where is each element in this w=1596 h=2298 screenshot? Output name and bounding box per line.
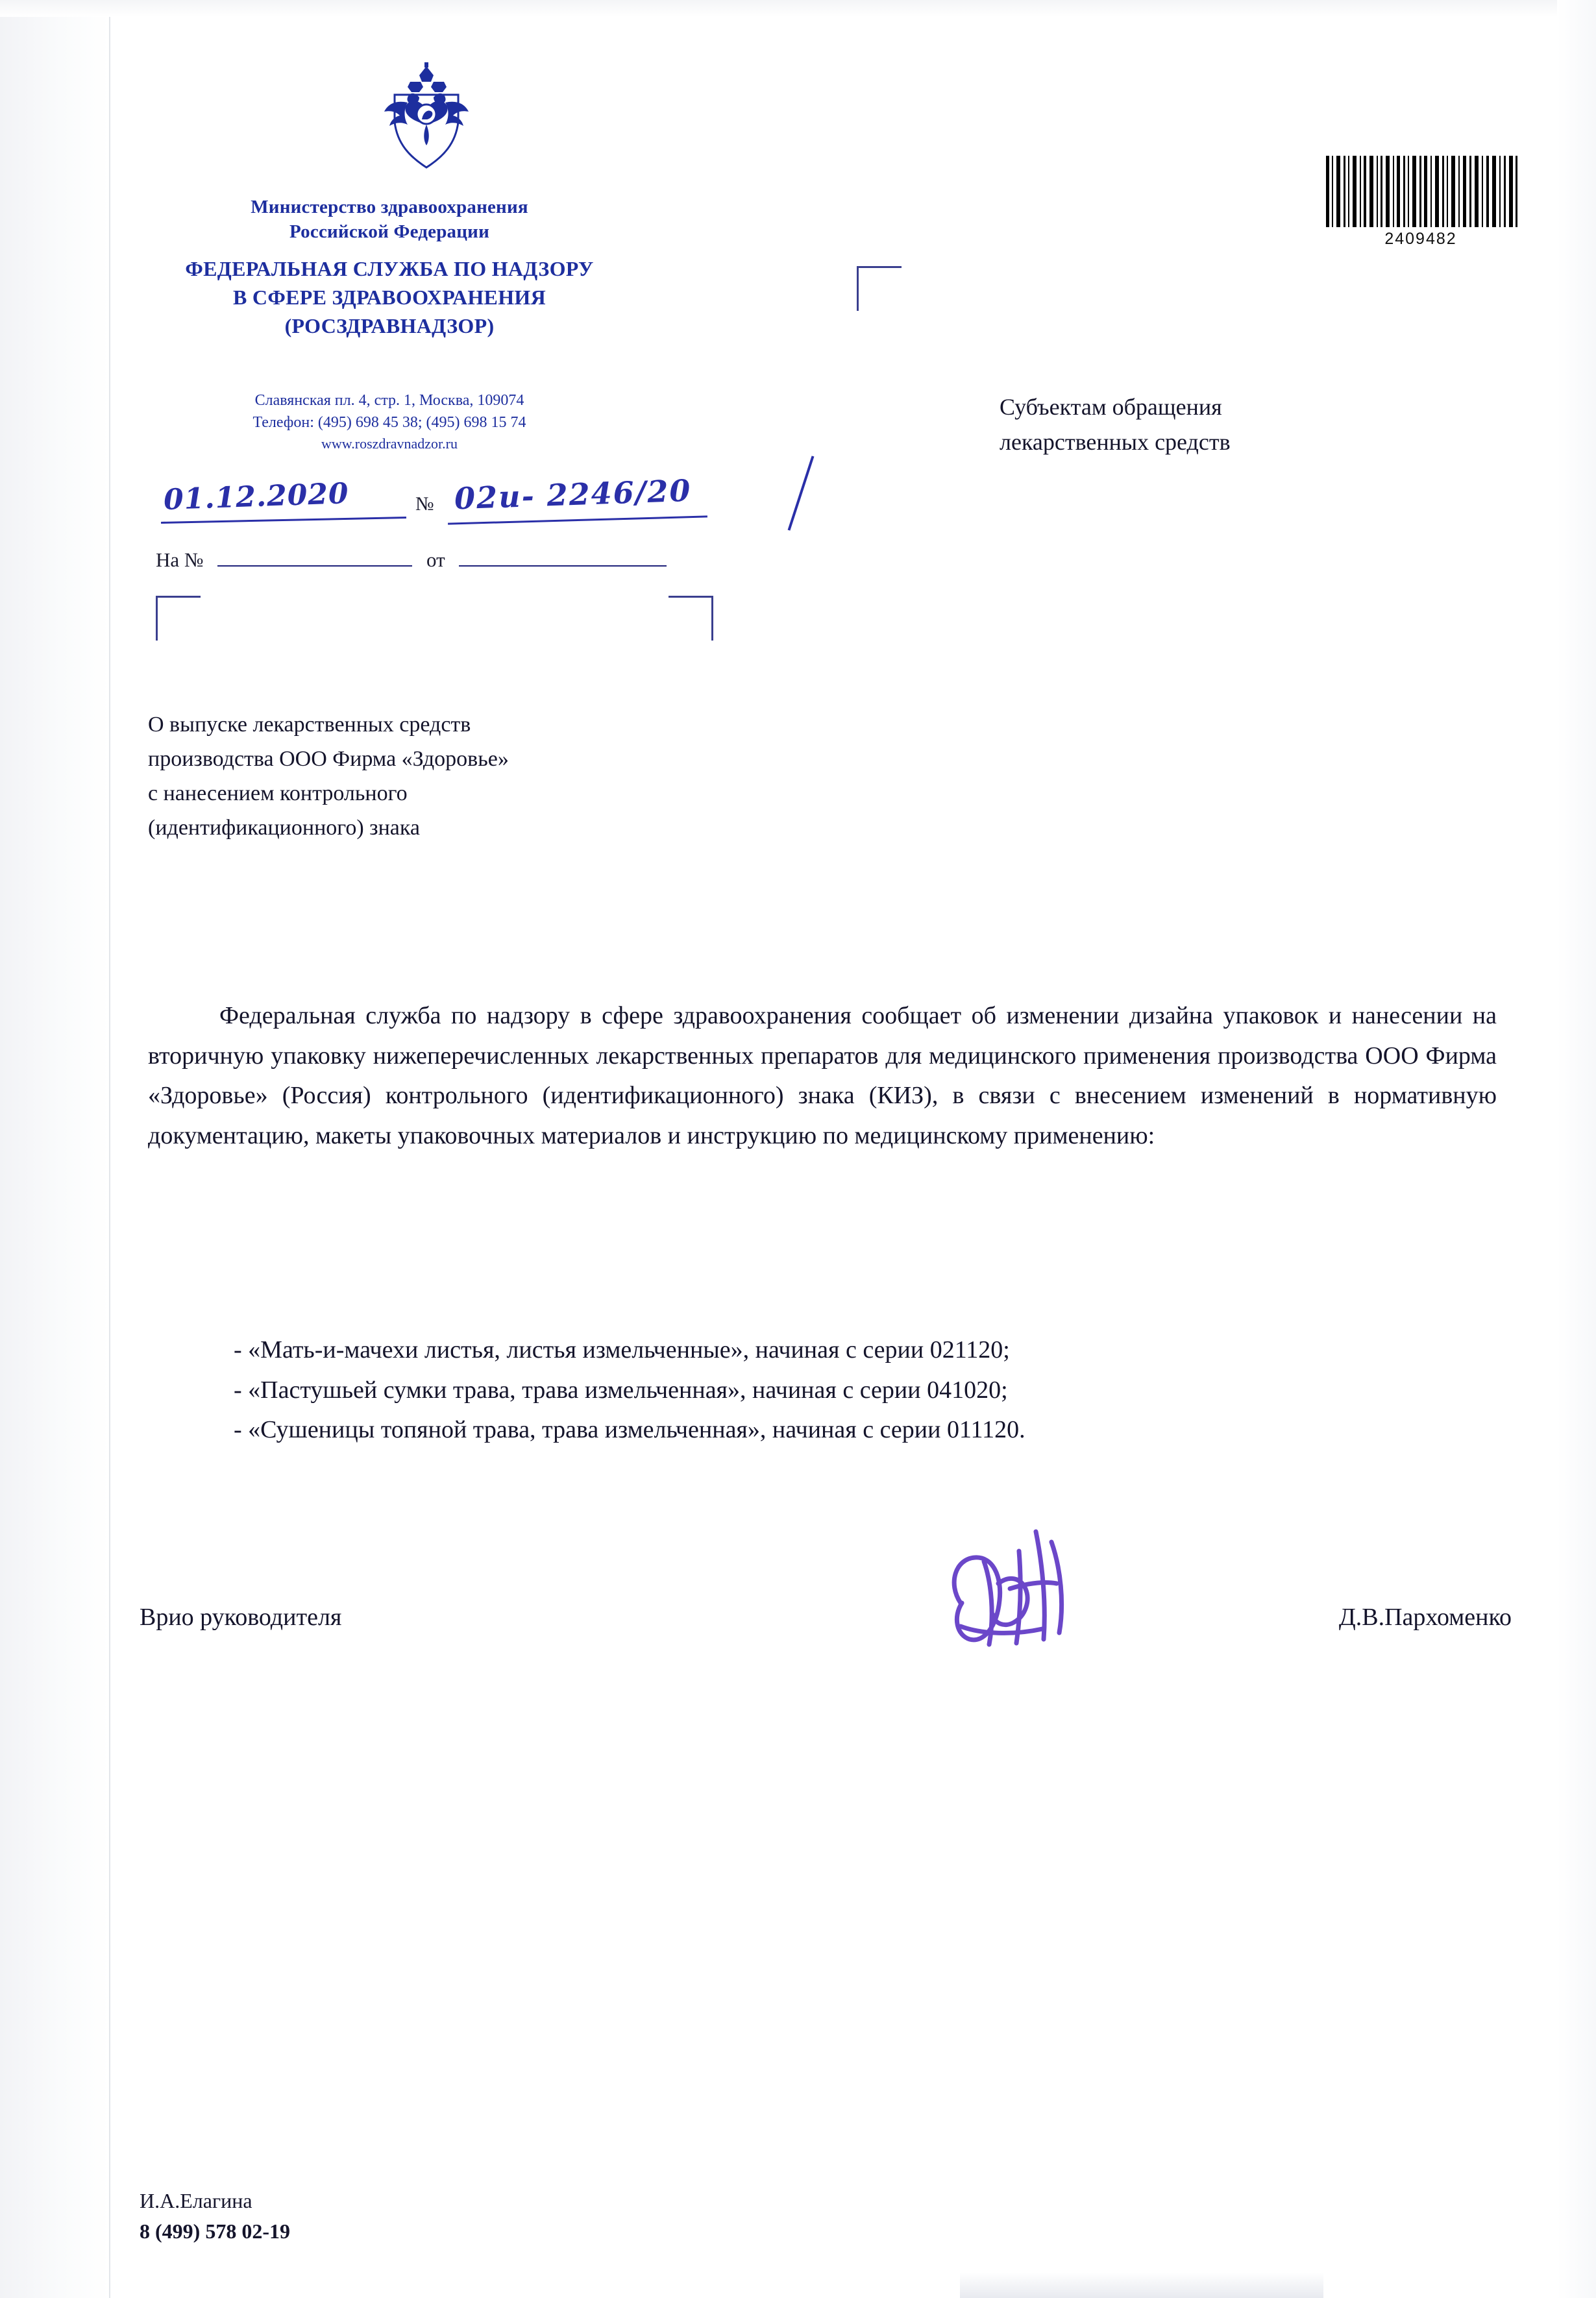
reply-from-label: от (426, 548, 445, 571)
barcode (1323, 156, 1518, 249)
scan-edge-shadow-right (1557, 0, 1596, 2298)
subject-line-4: (идентификационного) знака (148, 816, 420, 840)
scan-edge-shadow-top (0, 0, 1596, 17)
handwritten-signature (922, 1506, 1116, 1700)
executor-block (140, 2186, 290, 2246)
reply-date-line (459, 548, 667, 567)
postal-address: Славянская пл. 4, стр. 1, Москва, 109074 (254, 392, 524, 409)
list-item: - «Пастушьей сумки трава, трава измельченная», начиная с серии 041020; (234, 1376, 1008, 1404)
subject-line-1: О выпуске лекарственных средств (148, 713, 471, 737)
body-paragraph: Федеральная служба по надзору в сфере здравоохранения сообщает об изменении дизайна упаковок и нанесении на вторичную упаковку нижеперечисленных лекарственных препаратов для медицинского применения производства ООО Фирма «Здоровье» (Россия) контрольного (идентификационного) знака (КИЗ), в связи с внесением изменений в нормативную документацию, макеты упаковочных материалов и инструкцию по медицинскому применению: (148, 1002, 1497, 1149)
service-line-3: (РОСЗДРАВНАДЗОР) (284, 314, 495, 338)
list-item: - «Мать-и-мачехи листья, листья измельченные», начиная с серии 021120; (234, 1336, 1010, 1363)
barcode-bars (1323, 156, 1518, 227)
subject-line-2: производства ООО Фирма «Здоровье» (148, 747, 509, 772)
handwritten-number: 02и- 2246/20 (454, 472, 693, 517)
handwritten-stroke (788, 456, 815, 530)
bracket-top-left-upper (857, 266, 902, 311)
signer-name: Д.В.Пархоменко (1338, 1604, 1512, 1631)
date-underline (161, 517, 406, 524)
executor-name: И.А.Елагина (140, 2189, 252, 2213)
subject-block (148, 707, 797, 845)
reply-prefix-label: На № (156, 548, 204, 571)
ministry-heading (156, 195, 623, 245)
list-item: - «Сушеницы топяной трава, трава измельченная», начиная с серии 011120. (234, 1416, 1025, 1444)
reply-number-line (217, 548, 412, 567)
scan-edge-shadow-left (0, 0, 110, 2298)
reply-reference-row (156, 548, 676, 572)
handwritten-date: 01.12.2020 (163, 477, 350, 517)
addressee-line-2: лекарственных средств (1000, 429, 1231, 455)
contact-block (149, 389, 630, 454)
addressee-block (1000, 389, 1480, 459)
service-line-1: ФЕДЕРАЛЬНАЯ СЛУЖБА ПО НАДЗОРУ (185, 257, 594, 280)
product-list (234, 1330, 1506, 1450)
scan-edge-line (109, 0, 110, 2298)
addressee-line-1: Субъектам обращения (1000, 394, 1222, 420)
signer-title: Врио руководителя (140, 1604, 342, 1631)
coat-of-arms-icon (371, 47, 482, 177)
subject-line-3: с нанесением контрольного (148, 781, 408, 806)
service-line-2: В СФЕРЕ ЗДРАВООХРАНЕНИЯ (232, 286, 546, 310)
number-underline (448, 515, 707, 524)
body-text (148, 996, 1497, 1156)
ministry-line-2: Российской Федерации (289, 221, 489, 243)
scan-bottom-smudge (960, 2272, 1323, 2298)
phone-numbers: Телефон: (495) 698 45 38; (495) 698 15 74 (252, 414, 526, 432)
service-heading (130, 254, 649, 340)
ministry-line-1: Министерство здравоохранения (251, 197, 528, 217)
number-label: № (415, 493, 434, 515)
bracket-bottom-right (669, 596, 713, 641)
bracket-bottom-left (156, 596, 201, 641)
barcode-number: 2409482 (1384, 230, 1457, 248)
website-url: www.roszdravnadzor.ru (321, 435, 458, 452)
executor-phone: 8 (499) 578 02-19 (140, 2219, 290, 2243)
